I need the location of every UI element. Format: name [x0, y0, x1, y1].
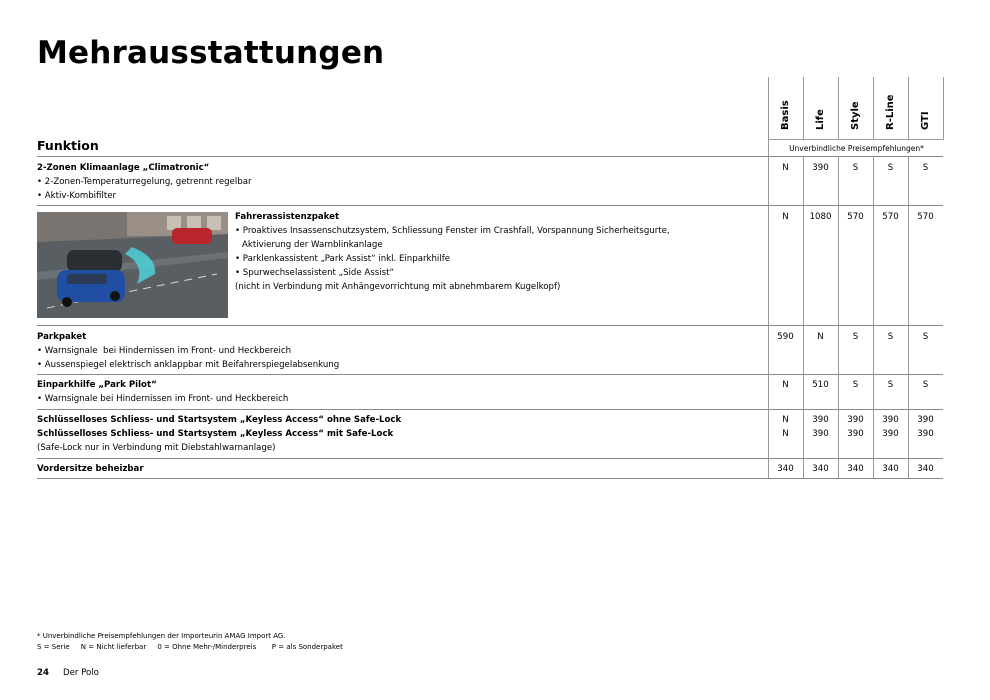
cell-value: S — [887, 163, 894, 173]
divider — [37, 374, 943, 375]
divider — [37, 478, 943, 479]
cell-value: S — [852, 332, 859, 342]
cell-value: 570 — [847, 212, 864, 222]
cell-value: 390 — [882, 429, 899, 439]
footnote: * Unverbindliche Preisempfehlungen der Importeurin AMAG Import AG. — [37, 632, 286, 640]
page-number: 24 — [37, 668, 49, 678]
cell-value: 390 — [847, 415, 864, 425]
cell-value: 510 — [812, 380, 829, 390]
cell-value: 390 — [812, 163, 829, 173]
column-header-basis: Basis — [768, 77, 803, 139]
cell-value: S — [887, 380, 894, 390]
column-header-style: Style — [838, 77, 873, 139]
cell-value: 390 — [882, 415, 899, 425]
divider — [37, 205, 943, 206]
divider — [37, 325, 943, 326]
row-title: Parkpaket — [37, 332, 87, 342]
cell-value: 340 — [847, 464, 864, 474]
cell-value: 390 — [812, 415, 829, 425]
page-label: Der Polo — [62, 668, 99, 678]
cell-value: 390 — [812, 429, 829, 439]
row-detail: • Warnsignale bei Hindernissen im Front- und Heckbereich — [37, 394, 289, 404]
cell-value: N — [782, 212, 789, 222]
cell-value: 1080 — [809, 212, 832, 222]
row-title: Einparkhilfe „Park Pilot“ — [37, 380, 157, 390]
row-title: 2-Zonen Klimaanlage „Climatronic“ — [37, 163, 210, 173]
cell-value: 340 — [812, 464, 829, 474]
table-row — [37, 462, 144, 476]
cell-value: S — [922, 332, 929, 342]
cell-value: 570 — [882, 212, 899, 222]
row-detail: • 2-Zonen-Temperaturregelung, getrennt regelbar — [37, 177, 252, 187]
legend-note: S = Serie N = Nicht lieferbar 0 = Ohne Mehr-/Minderpreis P = als Sonderpaket — [37, 643, 343, 651]
cell-value: S — [922, 163, 929, 173]
divider — [37, 409, 943, 410]
cell-value: N — [782, 429, 789, 439]
cell-value: 590 — [777, 332, 794, 342]
cell-value: S — [852, 163, 859, 173]
cell-value: N — [782, 163, 789, 173]
row-detail: • Proaktives Insassenschutzsystem, Schliessung Fenster im Crashfall, Vorspannung Sicherheitsgurte, — [235, 226, 670, 236]
divider — [37, 156, 943, 157]
row-title: Schlüsselloses Schliess- und Startsystem „Keyless Access“ mit Safe-Lock — [37, 429, 394, 439]
column-header-life: Life — [803, 77, 838, 139]
row-title: Fahrerassistenzpaket — [235, 212, 340, 222]
row-detail: Aktivierung der Warnblinkanlage — [242, 240, 383, 250]
cell-value: 340 — [777, 464, 794, 474]
table-row — [37, 161, 252, 203]
page-title: Mehrausstattungen — [37, 35, 385, 71]
row-detail: (Safe-Lock nur in Verbindung mit Diebstahlwarnanlage) — [37, 443, 276, 453]
page-footer — [37, 668, 99, 678]
cell-value: 340 — [917, 464, 934, 474]
cell-value: N — [817, 332, 824, 342]
table-row — [37, 330, 339, 372]
cell-value: 390 — [847, 429, 864, 439]
row-title: Schlüsselloses Schliess- und Startsystem „Keyless Access“ ohne Safe-Lock — [37, 415, 402, 425]
cell-value: 570 — [917, 212, 934, 222]
row-detail: • Aussenspiegel elektrisch anklappbar mit Beifahrerspiegelabsenkung — [37, 360, 340, 370]
row-detail: • Spurwechselassistent „Side Assist“ — [235, 268, 394, 278]
cell-value: 390 — [917, 415, 934, 425]
cell-value: S — [852, 380, 859, 390]
price-note: Unverbindliche Preisempfehlungen* — [768, 139, 944, 157]
row-detail: • Aktiv-Kombifilter — [37, 191, 117, 201]
row-detail: • Parklenkassistent „Park Assist“ inkl. Einparkhilfe — [235, 254, 451, 264]
cell-value: 390 — [917, 429, 934, 439]
cell-value: S — [922, 380, 929, 390]
funktion-label: Funktion — [37, 138, 99, 153]
cell-value: 340 — [882, 464, 899, 474]
cell-value: S — [887, 332, 894, 342]
cell-value: N — [782, 415, 789, 425]
column-header-gti: GTI — [908, 77, 944, 139]
car-image — [37, 212, 228, 318]
row-detail: • Warnsignale bei Hindernissen im Front- und Heckbereich — [37, 346, 292, 356]
cell-value: N — [782, 380, 789, 390]
divider — [37, 458, 943, 459]
row-title: Vordersitze beheizbar — [37, 464, 144, 474]
row-detail: (nicht in Verbindung mit Anhängevorrichtung mit abnehmbarem Kugelkopf) — [235, 282, 561, 292]
table-row — [37, 413, 401, 455]
column-header-r-line: R-Line — [873, 77, 908, 139]
table-row — [235, 210, 670, 294]
table-row — [37, 378, 288, 406]
